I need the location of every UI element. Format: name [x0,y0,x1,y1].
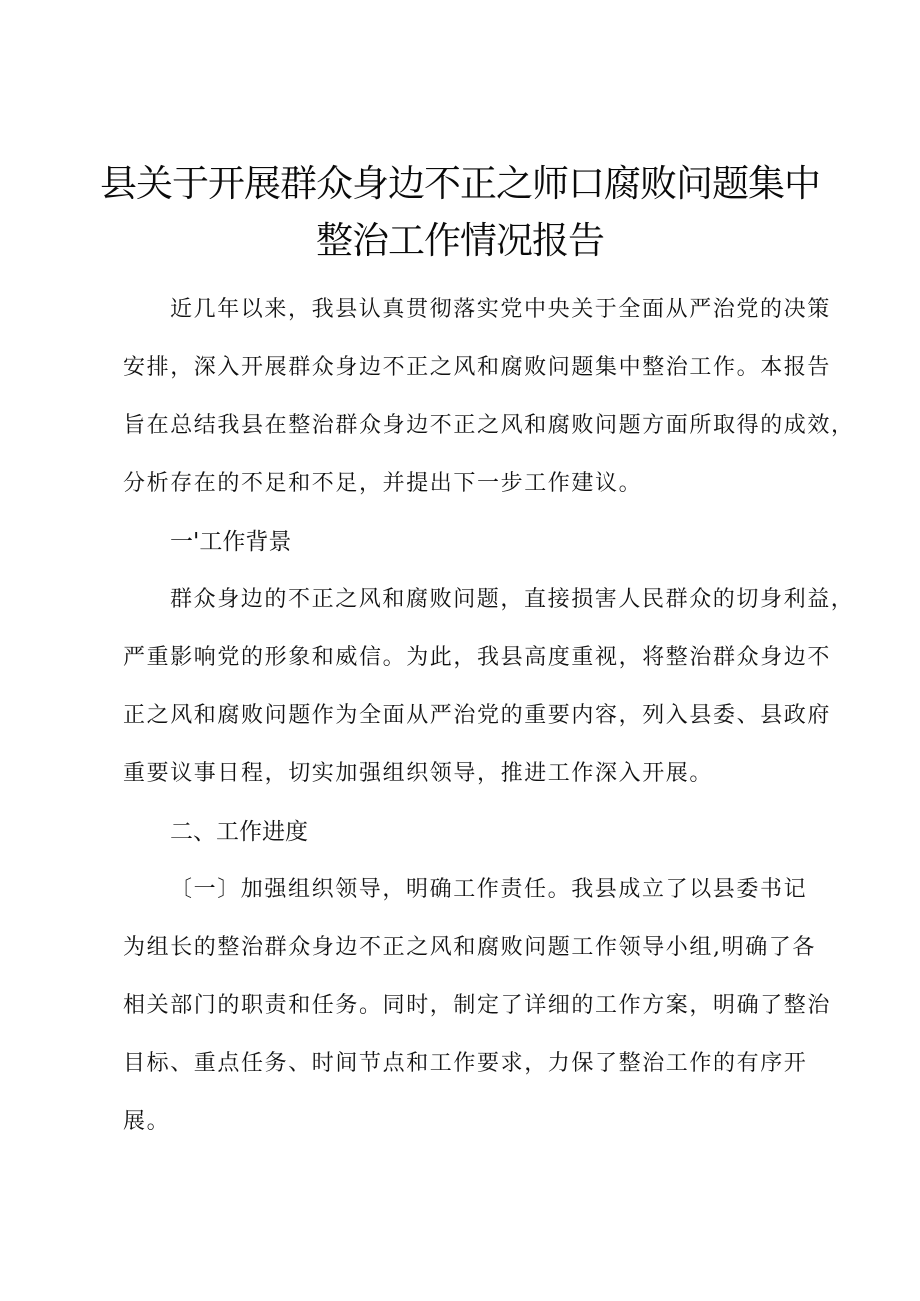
document-title-line-1: 县关于开展群众身边不正之师口腐败问题集中 [100,162,820,205]
section-2-line-4: 目标、重点任务、时间节点和工作要求，力保了整治工作的有序开 [123,1051,808,1076]
section-2-line-5: 展。 [123,1109,171,1134]
section-2-line-2: 为组长的整治群众身边不正之风和腐败问题工作领导小组,明确了各 [123,935,816,960]
section-1-line-1: 群众身边的不正之风和腐败问题，直接损害人民群众的切身利益， [170,587,855,612]
intro-line-1: 近几年以来，我县认真贯彻落实党中央关于全面从严治党的决策 [170,297,831,322]
section-2-heading: 二、工作进度 [170,819,308,845]
document-title-line-2: 整治工作情况报告 [316,219,604,262]
intro-line-2: 安排，深入开展群众身边不正之风和腐败问题集中整治工作。本报告 [123,355,832,380]
section-2-line-1: 〔一〕加强组织领导，明确工作责任。我县成立了以县委书记 [170,877,808,902]
intro-line-3: 旨在总结我县在整治群众身边不正之风和腐败问题方面所取得的成效， [123,413,855,438]
section-1-line-3: 正之风和腐败问题作为全面从严治党的重要内容，列入县委、县政府 [123,703,832,728]
section-2-line-3: 相关部门的职责和任务。同时，制定了详细的工作方案，明确了整治 [123,993,832,1018]
section-1-line-4: 重要议事日程，切实加强组织领导，推进工作深入开展。 [123,761,714,786]
intro-line-4: 分析存在的不足和不足，并提出下一步工作建议。 [123,471,643,496]
section-1-heading: 一'工作背景 [170,529,292,555]
section-1-line-2: 严重影响党的形象和威信。为此，我县高度重视，将整治群众身边不 [123,645,832,670]
